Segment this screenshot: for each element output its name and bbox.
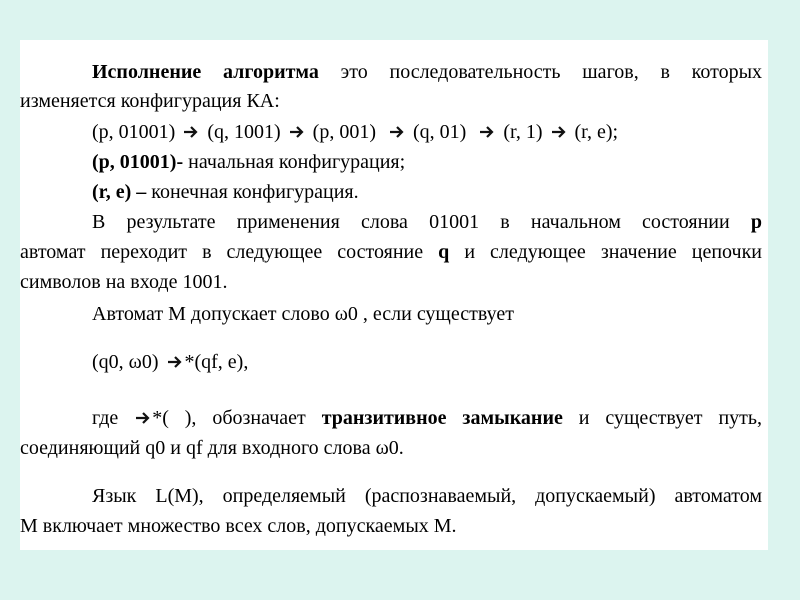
right-arrow-icon (135, 411, 151, 425)
paragraph-language-line1 (92, 482, 762, 511)
right-arrow-icon (183, 125, 199, 139)
paragraph-accepts (92, 300, 514, 329)
where-text-3: и существует путь, (562, 407, 763, 429)
paragraph-language-line2 (20, 512, 457, 541)
language-text-1: Язык L(M), определяемый (распознаваемый, допускаемый) автоматом (92, 485, 762, 507)
closure-formula (92, 348, 248, 377)
where-text-4: соединяющий q0 и qf для входного слова ω0. (20, 437, 404, 459)
paragraph-definition-line1 (92, 58, 762, 87)
term-transitive-closure: транзитивное замыкание (321, 407, 563, 429)
config-5: (r, 1) (503, 121, 543, 143)
configuration-sequence (92, 118, 618, 147)
right-arrow-icon (289, 125, 305, 139)
config-4: (q, 01) (412, 121, 467, 143)
right-arrow-icon (167, 355, 183, 369)
paragraph-result-line1 (92, 208, 762, 237)
paragraph-where-line1 (92, 404, 762, 433)
result-text-4: символов на входе 1001. (20, 271, 228, 293)
initial-config-text: начальная конфигурация; (183, 151, 406, 173)
paragraph-result-line2 (20, 238, 762, 267)
right-arrow-icon (551, 125, 567, 139)
paragraph-where-line2 (20, 434, 404, 463)
definition-text-line2: изменяется конфигурация КА: (20, 90, 280, 112)
right-arrow-icon (389, 125, 405, 139)
initial-configuration (92, 148, 405, 177)
config-3: (p, 001) (312, 121, 376, 143)
definition-text: это последовательность шагов, в которых (318, 61, 763, 83)
closure-end: *(qf, e), (184, 351, 249, 373)
config-1: (p, 01001) (92, 121, 176, 143)
final-configuration (92, 178, 359, 207)
final-config-term: (r, e) – (92, 181, 147, 203)
config-2: (q, 1001) (207, 121, 281, 143)
right-arrow-icon (479, 125, 495, 139)
language-text-2: M включает множество всех слов, допускаемых M. (20, 515, 457, 537)
paragraph-definition-line2 (20, 87, 280, 116)
result-text-2: автомат переходит в следующее состояние (20, 241, 439, 263)
slide (20, 40, 768, 550)
accepts-text: Автомат M допускает слово ω0 , если существует (92, 303, 514, 325)
state-q: q (438, 241, 450, 263)
where-text-2: *( ), обозначает (152, 407, 322, 429)
state-p: p (750, 211, 762, 233)
initial-config-term: (p, 01001)- (92, 151, 184, 173)
config-6: (r, e); (574, 121, 619, 143)
paragraph-result-line3 (20, 268, 227, 297)
result-text-1: В результате применения слова 01001 в начальном состоянии (92, 211, 751, 233)
final-config-text: конечная конфигурация. (146, 181, 359, 203)
where-text: где (92, 407, 135, 429)
term-algorithm-execution: Исполнение алгоритма (92, 61, 319, 83)
closure-start: (q0, ω0) (92, 351, 164, 373)
result-text-3: и следующее значение цепочки (449, 241, 762, 263)
